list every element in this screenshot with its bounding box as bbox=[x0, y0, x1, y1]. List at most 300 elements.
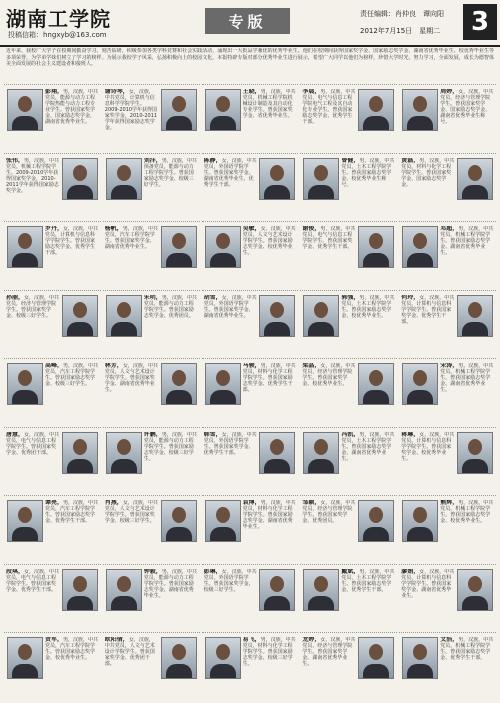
student-photo bbox=[106, 295, 142, 337]
student-bio bbox=[302, 637, 356, 695]
student-description: 男，汉族，中共党员，电气与信息工程学院电气工程及其自动化专业学生。曾获国家励志奖学金、优秀学生干部。 bbox=[302, 89, 356, 125]
student-photo bbox=[402, 363, 438, 405]
portrait-head bbox=[172, 233, 186, 249]
portrait-head bbox=[117, 576, 131, 592]
student-description: 男，汉族，中共预备党员，能源与动力工程学院学生。曾获国家励志奖学金、校级三好学生。 bbox=[143, 157, 197, 188]
student-name: 贺军， bbox=[45, 637, 64, 644]
student-profile bbox=[4, 153, 101, 220]
student-photo bbox=[259, 432, 295, 474]
student-name: 朱明， bbox=[143, 294, 162, 301]
portrait-body bbox=[12, 116, 38, 130]
student-profile bbox=[4, 495, 101, 562]
portrait-head bbox=[369, 233, 383, 249]
student-photo bbox=[161, 89, 197, 131]
portrait-body bbox=[407, 253, 433, 267]
student-bio bbox=[204, 295, 258, 353]
student-profile bbox=[4, 358, 101, 425]
student-profile bbox=[399, 358, 496, 425]
portrait-head bbox=[270, 302, 284, 318]
student-description: 男，汉族，中共党员，汽车工程学院学生。曾获国家励志奖学金、优秀学生干部。 bbox=[45, 500, 99, 525]
portrait-body bbox=[407, 527, 433, 541]
student-profile bbox=[300, 290, 397, 357]
student-profile bbox=[4, 427, 101, 494]
student-photo bbox=[358, 89, 394, 131]
student-profile bbox=[300, 358, 397, 425]
student-name: 吴敏， bbox=[242, 226, 261, 233]
portrait-body bbox=[264, 322, 290, 336]
student-bio bbox=[105, 500, 159, 558]
student-photo bbox=[303, 569, 339, 611]
student-description: 男，汉族，中共党员，机械工程学院学生。曾获国家励志奖学金、湖南省优秀毕业生。 bbox=[440, 226, 494, 257]
student-profile bbox=[300, 427, 397, 494]
student-description: 男，汉族，中共党员，土木工程学院学生。曾获国家励志奖学金、湖南省优秀毕业生。 bbox=[341, 431, 395, 462]
portrait-body bbox=[210, 664, 236, 678]
student-description: 女，汉族，中共党员，外国语学院学生。曾获国家奖学金、校级三好学生。 bbox=[203, 568, 257, 593]
portrait-head bbox=[369, 96, 383, 112]
student-description: 女，汉族，中共党员，外国语学院学生。曾获国家奖学金、优秀学生干部。 bbox=[203, 431, 257, 456]
portrait-head bbox=[172, 507, 186, 523]
portrait-head bbox=[314, 439, 328, 455]
student-name: 何玲， bbox=[401, 294, 420, 301]
student-profile bbox=[300, 221, 397, 288]
portrait-head bbox=[369, 507, 383, 523]
student-name: 杨帆， bbox=[104, 226, 123, 233]
portrait-body bbox=[210, 116, 236, 130]
student-description: 男，汉族，中共党员，汽车工程学院学生。曾获国家励志奖学金、校优秀毕业生。 bbox=[45, 637, 99, 662]
portrait-head bbox=[314, 165, 328, 181]
student-name: 高峰， bbox=[45, 363, 64, 370]
student-description: 男，汉族，中共党员，机械工程学院机械设计制造及其自动化专业学生。曾获国家奖学金、省优秀毕业生。 bbox=[242, 89, 296, 119]
student-photo bbox=[62, 432, 98, 474]
student-profile bbox=[399, 290, 496, 357]
portrait-body bbox=[210, 253, 236, 267]
student-photo bbox=[303, 158, 339, 200]
newspaper-title: 湖南工学院 bbox=[6, 7, 111, 31]
student-description: 女，汉族，中共党员，电气与信息工程学院学生。曾获国家奖学金、优秀团干部。 bbox=[6, 431, 60, 456]
student-bio bbox=[302, 363, 356, 421]
student-name: 许鹏， bbox=[143, 431, 162, 438]
student-description: 女，汉族，中共党员，经济与管理学院学生。曾获国家奖学金、优秀团员。 bbox=[302, 500, 356, 525]
portrait-head bbox=[468, 165, 482, 181]
student-photo bbox=[161, 500, 197, 542]
student-name: 邹颖， bbox=[302, 500, 321, 507]
student-bio bbox=[204, 158, 258, 216]
student-description: 女，汉族，中共党员，人文与艺术设计学院学生。曾获国家奖学金、优秀团干部。 bbox=[104, 637, 155, 668]
student-bio bbox=[45, 500, 99, 558]
portrait-body bbox=[264, 596, 290, 610]
portrait-head bbox=[413, 507, 427, 523]
student-name: 袁博， bbox=[242, 500, 261, 507]
student-name: 欧阳倩， bbox=[104, 637, 129, 644]
student-bio bbox=[6, 295, 60, 353]
student-name: 罗丹， bbox=[45, 226, 64, 233]
student-photo bbox=[358, 500, 394, 542]
portrait-body bbox=[12, 253, 38, 267]
portrait-head bbox=[216, 507, 230, 523]
student-photo bbox=[402, 226, 438, 268]
student-photo bbox=[106, 432, 142, 474]
student-profile bbox=[202, 427, 299, 494]
student-description: 男，汉族，中共党员，土木工程学院学生。曾获国家励志奖学金、优秀学生干部。 bbox=[341, 568, 395, 593]
student-description: 女，汉族，中共党员，人文与艺术设计学院学生。曾获国家奖学金、校级三好学生。 bbox=[104, 500, 158, 525]
student-bio bbox=[45, 89, 99, 147]
portrait-body bbox=[407, 664, 433, 678]
student-bio bbox=[341, 569, 395, 627]
student-description: 女，汉族，中共党员，计算机与信息科学学院学生。曾获国家奖学金、优秀学生干部。 bbox=[401, 294, 455, 325]
student-name: 曾健， bbox=[341, 157, 360, 164]
student-description: 女，汉族，中共党员，人文与艺术设计学院学生。曾获国家励志奖学金、校优秀毕业生。 bbox=[242, 226, 296, 257]
portrait-head bbox=[270, 165, 284, 181]
portrait-head bbox=[117, 302, 131, 318]
portrait-body bbox=[111, 459, 137, 473]
student-bio bbox=[204, 569, 258, 627]
student-name: 韩雪， bbox=[203, 431, 222, 438]
student-bio bbox=[401, 569, 455, 627]
student-bio bbox=[401, 158, 455, 216]
portrait-body bbox=[308, 322, 334, 336]
portrait-body bbox=[363, 664, 389, 678]
student-photo bbox=[161, 226, 197, 268]
student-photo bbox=[402, 637, 438, 679]
student-bio bbox=[302, 89, 356, 147]
student-description: 女，汉族，中共党员，计算机与信息科学学院学生。2009-2010学年获得国家奖学金，2010-2011学年获得国家励志奖学金。 bbox=[104, 89, 158, 131]
student-photo bbox=[7, 226, 43, 268]
portrait-body bbox=[166, 527, 192, 541]
student-profile bbox=[4, 632, 101, 699]
portrait-body bbox=[67, 459, 93, 473]
student-description: 女，汉族，中共党员，外国语学院学生。曾获国家奖学金、湖南省优秀毕业生、优秀学生干部。 bbox=[203, 157, 257, 188]
student-photo bbox=[303, 432, 339, 474]
section-label: 专版 bbox=[205, 8, 290, 34]
student-profile bbox=[202, 495, 299, 562]
portrait-body bbox=[363, 527, 389, 541]
student-profile bbox=[103, 358, 200, 425]
issue-weekday: 星期二 bbox=[419, 27, 441, 35]
student-photo bbox=[7, 637, 43, 679]
student-description: 男，汉族，中共党员，能源与动力工程学院学生。曾获国家励志奖学金、优秀团员。 bbox=[143, 294, 197, 319]
student-bio bbox=[105, 363, 159, 421]
student-profile bbox=[103, 632, 200, 699]
portrait-head bbox=[18, 370, 32, 386]
student-profile bbox=[300, 495, 397, 562]
portrait-body bbox=[407, 116, 433, 130]
student-photo bbox=[161, 637, 197, 679]
portrait-body bbox=[166, 116, 192, 130]
student-bio bbox=[144, 569, 198, 627]
portrait-body bbox=[111, 322, 137, 336]
student-description: 男，汉族，中共党员，材料与化学工程学院学生。曾获国家励志奖学金、优秀学生干部。 bbox=[242, 363, 296, 394]
portrait-head bbox=[73, 165, 87, 181]
student-name: 文浩， bbox=[440, 637, 459, 644]
page-number: 3 bbox=[463, 4, 497, 40]
portrait-head bbox=[413, 233, 427, 249]
portrait-head bbox=[172, 96, 186, 112]
student-profile bbox=[300, 564, 397, 631]
portrait-head bbox=[413, 644, 427, 660]
portrait-body bbox=[264, 185, 290, 199]
student-bio bbox=[243, 637, 297, 695]
student-description: 女，汉族，中共党员，计算机与信息科学学院学生。曾获国家励志奖学金、优秀学生干部。 bbox=[45, 226, 99, 257]
student-name: 黄磊， bbox=[401, 157, 420, 164]
portrait-body bbox=[111, 185, 137, 199]
student-profile bbox=[103, 84, 200, 151]
student-name: 张伟， bbox=[6, 157, 25, 164]
student-profile bbox=[103, 290, 200, 357]
student-bio bbox=[45, 226, 99, 284]
student-bio bbox=[302, 500, 356, 558]
student-profile bbox=[4, 564, 101, 631]
student-description: 男，汉族，中共党员，机械工程学院学生。曾获国家励志奖学金、校优秀毕业生。 bbox=[440, 500, 494, 525]
portrait-head bbox=[468, 576, 482, 592]
portrait-body bbox=[407, 390, 433, 404]
student-photo bbox=[7, 89, 43, 131]
student-photo bbox=[161, 363, 197, 405]
contribute-email: 投稿信箱：hngxyb@163.com bbox=[8, 31, 107, 39]
portrait-head bbox=[18, 644, 32, 660]
student-profile bbox=[103, 495, 200, 562]
student-photo bbox=[205, 500, 241, 542]
student-photo bbox=[7, 363, 43, 405]
portrait-head bbox=[216, 233, 230, 249]
student-name: 段琪， bbox=[6, 568, 25, 575]
student-name: 宋涛， bbox=[440, 363, 459, 370]
student-photo bbox=[62, 569, 98, 611]
student-description: 男，汉族，中共党员，能源与动力工程学院学生。曾获国家励志奖学金、湖南省优秀毕业生。 bbox=[143, 568, 197, 599]
portrait-body bbox=[363, 253, 389, 267]
student-name: 肖燕， bbox=[104, 500, 123, 507]
student-description: 女，汉族，中共党员，经济与管理学院学生。曾获国家奖学金、国家励志奖学金，湖南省优秀毕业生称号。 bbox=[440, 89, 494, 125]
student-name: 戴斌， bbox=[341, 568, 360, 575]
student-description: 男，汉族，中共党员，土木工程学院学生。曾获国家励志奖学金、校优秀毕业生称号。 bbox=[341, 157, 395, 188]
portrait-body bbox=[210, 390, 236, 404]
portrait-head bbox=[73, 302, 87, 318]
student-name: 马骏， bbox=[242, 363, 261, 370]
student-bio bbox=[243, 363, 297, 421]
student-bio bbox=[341, 158, 395, 216]
portrait-head bbox=[468, 302, 482, 318]
student-name: 李晨， bbox=[302, 89, 321, 95]
student-bio bbox=[45, 363, 99, 421]
student-bio bbox=[341, 295, 395, 353]
portrait-body bbox=[363, 116, 389, 130]
student-description: 男，汉族，中共党员，能源与动力工程学院热能与动力工程专业学生。曾获国家奖学金、国家励志奖学金，湖南省优秀毕业生。 bbox=[45, 89, 99, 125]
student-profile bbox=[202, 153, 299, 220]
portrait-body bbox=[67, 185, 93, 199]
student-photo bbox=[259, 158, 295, 200]
portrait-head bbox=[216, 644, 230, 660]
student-photo bbox=[402, 500, 438, 542]
issue-date: 2012年7月15日 bbox=[360, 27, 413, 35]
student-photo bbox=[7, 500, 43, 542]
student-name: 林芳， bbox=[104, 363, 123, 370]
portrait-body bbox=[363, 390, 389, 404]
student-bio bbox=[204, 432, 258, 490]
student-name: 熊辉， bbox=[440, 500, 459, 507]
student-description: 男，汉族，中共党员，材料与化学工程学院学生。曾获国家励志奖学金、湖南省优秀毕业生。 bbox=[242, 500, 296, 531]
student-bio bbox=[6, 432, 60, 490]
student-description: 女，汉族，中共党员，外国语学院学生。曾获国家奖学金、湖南省优秀毕业生。 bbox=[203, 294, 257, 319]
student-photo bbox=[358, 363, 394, 405]
student-profile bbox=[103, 427, 200, 494]
student-profile bbox=[399, 427, 496, 494]
student-profile bbox=[103, 153, 200, 220]
portrait-body bbox=[462, 185, 488, 199]
student-profile bbox=[202, 564, 299, 631]
portrait-head bbox=[413, 370, 427, 386]
student-bio bbox=[440, 363, 494, 421]
editors-line: 责任编辑：肖仲良 谭向阳 bbox=[360, 10, 444, 18]
student-photo bbox=[358, 637, 394, 679]
student-bio bbox=[6, 569, 60, 627]
student-description: 男，汉族，中共党员，机械工程学院学生。2009-2010学年获得国家奖学金，2010-2011学年获得国家励志奖学金。 bbox=[6, 157, 60, 194]
student-photo bbox=[205, 226, 241, 268]
student-profile bbox=[202, 84, 299, 151]
student-photo bbox=[358, 226, 394, 268]
student-photo bbox=[303, 295, 339, 337]
student-photo bbox=[259, 569, 295, 611]
student-bio bbox=[341, 432, 395, 490]
student-bio bbox=[243, 500, 297, 558]
portrait-body bbox=[166, 664, 192, 678]
student-name: 彭琳， bbox=[203, 568, 222, 575]
student-profile bbox=[4, 221, 101, 288]
student-description: 男，汉族，中共党员，汽车工程学院学生。曾获国家奖学金、湖南省优秀毕业生。 bbox=[104, 226, 158, 251]
student-photo bbox=[62, 295, 98, 337]
student-name: 彭翔， bbox=[45, 89, 64, 95]
student-grid bbox=[4, 84, 496, 699]
student-photo bbox=[205, 637, 241, 679]
student-description: 女，汉族，中共党员，计算机与信息科学学院学生。曾获国家奖学金、湖南省优秀毕业生。 bbox=[401, 568, 455, 599]
portrait-head bbox=[73, 576, 87, 592]
student-bio bbox=[440, 226, 494, 284]
student-name: 谢俊， bbox=[302, 226, 321, 233]
portrait-head bbox=[18, 233, 32, 249]
student-name: 梁晶， bbox=[302, 363, 321, 370]
student-profile bbox=[202, 221, 299, 288]
portrait-body bbox=[12, 390, 38, 404]
date-line bbox=[360, 26, 440, 36]
student-name: 易飞， bbox=[242, 637, 261, 644]
student-profile bbox=[300, 632, 397, 699]
student-name: 邓超， bbox=[440, 226, 459, 233]
student-description: 女，汉族，中共党员，人文与艺术设计学院学生。曾获国家奖学金、湖南省优秀毕业生。 bbox=[104, 363, 158, 394]
portrait-body bbox=[166, 390, 192, 404]
student-bio bbox=[440, 637, 494, 695]
student-description: 女，汉族，中共党员，经济与管理学院学生。曾获国家奖学金、校级三好学生。 bbox=[6, 294, 60, 319]
student-description: 男，汉族，中共党员，材料与化学工程学院学生。曾获国家奖学金、国家励志奖学金。 bbox=[401, 157, 455, 188]
portrait-head bbox=[270, 439, 284, 455]
student-description: 女，汉族，中共党员，计算机与信息科学学院学生。曾获国家奖学金、校优秀毕业生。 bbox=[401, 431, 455, 462]
student-name: 谢诗琴， bbox=[104, 89, 129, 95]
student-name: 周婷， bbox=[440, 89, 459, 95]
student-name: 蒋琳， bbox=[401, 431, 420, 438]
student-photo bbox=[457, 569, 493, 611]
student-name: 谭亮， bbox=[45, 500, 64, 507]
student-profile bbox=[399, 564, 496, 631]
portrait-body bbox=[67, 322, 93, 336]
student-bio bbox=[243, 89, 297, 147]
student-profile bbox=[300, 153, 397, 220]
student-description: 男，汉族，中共党员，材料与化学工程学院学生。曾获国家励志奖学金、校级三好学生。 bbox=[242, 637, 296, 668]
student-name: 王晓， bbox=[242, 89, 261, 95]
portrait-body bbox=[308, 185, 334, 199]
student-bio bbox=[45, 637, 99, 695]
portrait-head bbox=[270, 576, 284, 592]
student-profile bbox=[4, 84, 101, 151]
portrait-head bbox=[216, 96, 230, 112]
portrait-head bbox=[172, 644, 186, 660]
student-photo bbox=[62, 158, 98, 200]
student-profile bbox=[399, 495, 496, 562]
portrait-head bbox=[369, 370, 383, 386]
student-name: 刘洋， bbox=[143, 157, 162, 164]
student-description: 男，汉族，中共党员，机械工程学院学生。曾获国家励志奖学金、湖南省优秀毕业生。 bbox=[440, 363, 494, 394]
student-photo bbox=[457, 295, 493, 337]
student-description: 男，汉族，中共党员，能源与动力工程学院学生。曾获国家励志奖学金、校级三好学生。 bbox=[143, 431, 197, 462]
portrait-head bbox=[369, 644, 383, 660]
student-name: 钟毅， bbox=[143, 568, 162, 575]
student-name: 唐慧， bbox=[6, 431, 25, 438]
student-bio bbox=[401, 432, 455, 490]
student-bio bbox=[144, 158, 198, 216]
intro-paragraph: 近年来，我校广大学子在校期间勤奋学习、刻苦钻研，积极参加各类学科竞赛和社会实践活动，涌现出一大批品学兼优的优秀毕业生。他们在校期间获得国家奖学金、国家励志奖学金、湖南省优秀毕业生、校优秀毕业生等多项荣誉，为学弟学妹们树立了学习的榜样。为展示我校学子风采，弘扬积极向上的校园文化，本报特辟专版对部分优秀毕业生进行展示，希望广大同学以他们为榜样，珍惜大学时光，努力学习，全面发展，成长为德智体美全面发展的社会主义建设者和接班人。 bbox=[6, 48, 494, 67]
student-photo bbox=[106, 569, 142, 611]
student-photo bbox=[205, 89, 241, 131]
student-bio bbox=[144, 432, 198, 490]
student-description: 男，汉族，中共党员，电气与信息工程学院学生。曾获国家奖学金、优秀学生干部。 bbox=[302, 226, 356, 251]
portrait-head bbox=[172, 370, 186, 386]
student-photo bbox=[457, 432, 493, 474]
student-profile bbox=[4, 290, 101, 357]
masthead bbox=[0, 0, 500, 47]
portrait-body bbox=[308, 459, 334, 473]
student-profile bbox=[202, 290, 299, 357]
student-bio bbox=[105, 637, 159, 695]
portrait-body bbox=[111, 596, 137, 610]
portrait-body bbox=[462, 596, 488, 610]
portrait-body bbox=[308, 596, 334, 610]
student-name: 胡雪， bbox=[203, 294, 222, 301]
student-bio bbox=[243, 226, 297, 284]
student-bio bbox=[105, 226, 159, 284]
portrait-body bbox=[67, 596, 93, 610]
student-profile bbox=[103, 221, 200, 288]
student-description: 男，汉族，中共党员，汽车工程学院学生。曾获国家励志奖学金、校级三好学生。 bbox=[45, 363, 99, 388]
student-bio bbox=[105, 89, 159, 147]
portrait-head bbox=[117, 165, 131, 181]
student-bio bbox=[440, 89, 494, 147]
portrait-body bbox=[462, 459, 488, 473]
portrait-head bbox=[18, 507, 32, 523]
student-description: 男，汉族，中共党员，机械工程学院学生。曾获国家励志奖学金、优秀学生干部。 bbox=[440, 637, 494, 662]
student-photo bbox=[106, 158, 142, 200]
student-description: 女，汉族，中共党员，电气与信息工程学院学生。曾获国家奖学金、优秀学生干部。 bbox=[6, 568, 60, 593]
student-photo bbox=[457, 158, 493, 200]
student-name: 陈静， bbox=[203, 157, 222, 164]
student-photo bbox=[205, 363, 241, 405]
student-profile bbox=[300, 84, 397, 151]
student-bio bbox=[440, 500, 494, 558]
portrait-body bbox=[166, 253, 192, 267]
student-description: 女，汉族，中共党员，经济与管理学院学生。曾获国家奖学金、校优秀毕业生。 bbox=[302, 363, 356, 388]
student-description: 女，汉族，中共党员，经济与管理学院学生。曾获国家奖学金、湖南省优秀毕业生。 bbox=[302, 637, 356, 668]
student-profile bbox=[399, 221, 496, 288]
student-name: 郭强， bbox=[341, 294, 360, 301]
student-bio bbox=[144, 295, 198, 353]
student-bio bbox=[6, 158, 60, 216]
portrait-body bbox=[12, 664, 38, 678]
portrait-head bbox=[18, 96, 32, 112]
